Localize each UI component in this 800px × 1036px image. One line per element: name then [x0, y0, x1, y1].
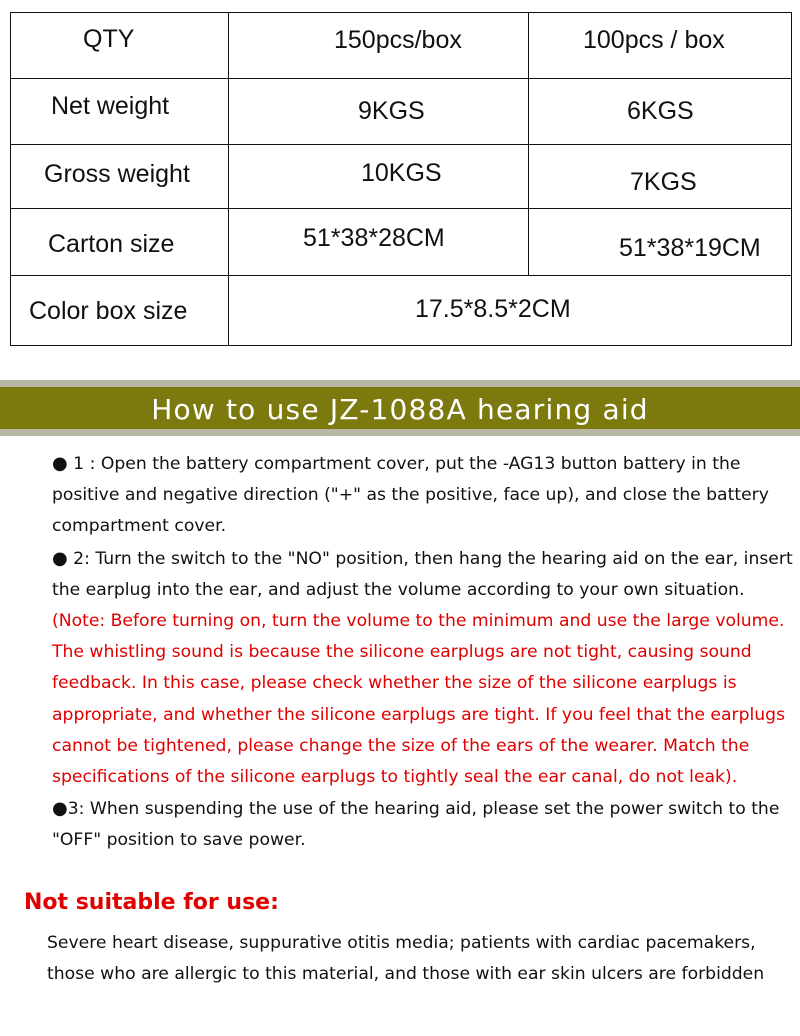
qty-100-cell [529, 13, 792, 79]
section-header [0, 380, 800, 436]
carton-size-100-cell [529, 209, 792, 276]
step-3-text: 3: When suspending the use of the hearing aid, please set the power switch to the "OFF" position to save power. [52, 799, 780, 851]
step-2 [10, 543, 794, 794]
net-weight-label: Net weight [51, 92, 170, 120]
gross-weight-150-cell [229, 145, 529, 209]
color-box-size-value-cell [229, 276, 792, 346]
qty-150-value: 150pcs/box [334, 26, 462, 54]
qty-label: QTY [83, 25, 135, 53]
gross-weight-150-value: 10KGS [361, 159, 442, 187]
warning-body [10, 928, 794, 990]
net-weight-label-cell [11, 79, 229, 145]
gross-weight-100-value: 7KGS [630, 168, 697, 196]
net-weight-150-cell [229, 79, 529, 145]
bullet-icon: ● [52, 547, 68, 569]
warning-heading: Not suitable for use: [24, 890, 279, 915]
carton-size-100-value: 51*38*19CM [619, 233, 761, 262]
carton-size-150-cell [229, 209, 529, 276]
warning-text: Severe heart disease, suppurative otitis media; patients with cardiac pacemakers, those who are allergic to this material, and those with ear skin ulcers are forbidden [47, 933, 765, 985]
table-row [11, 145, 792, 209]
gross-weight-label: Gross weight [44, 160, 190, 188]
step-1-text: 1 : Open the battery compartment cover, put the -AG13 button battery in the positive and negative direction ("+" as the positive, face up), and close the battery compartment cover. [52, 454, 769, 537]
step-3 [10, 793, 794, 856]
table-row [11, 209, 792, 276]
qty-150-cell [229, 13, 529, 79]
table-row [11, 276, 792, 346]
qty-label-cell [11, 13, 229, 79]
table-row [11, 79, 792, 145]
instructions [10, 448, 794, 857]
carton-size-label: Carton size [48, 229, 175, 258]
color-box-size-label-cell [11, 276, 229, 346]
bullet-icon: ● [52, 453, 68, 474]
spec-table [10, 12, 792, 346]
step-2-text: 2: Turn the switch to the "NO" position, then hang the hearing aid on the ear, insert the earplug into the ear, and adjust the volume according to your own situation. [52, 548, 793, 600]
net-weight-100-value: 6KGS [627, 97, 694, 125]
gross-weight-label-cell [11, 145, 229, 209]
net-weight-150-value: 9KGS [358, 97, 425, 125]
net-weight-100-cell [529, 79, 792, 145]
color-box-size-value: 17.5*8.5*2CM [415, 295, 571, 323]
step-1 [10, 448, 794, 543]
bullet-icon: ● [52, 798, 68, 820]
gross-weight-100-cell [529, 145, 792, 209]
qty-100-value: 100pcs / box [583, 26, 725, 54]
color-box-size-label: Color box size [29, 297, 188, 325]
table-row [11, 13, 792, 79]
carton-size-label-cell [11, 209, 229, 276]
step-2-note: (Note: Before turning on, turn the volume to the minimum and use the large volume. The whistling sound is because the silicone earplugs are not tight, causing sound feedback. In this case, please check whether the size of the silicone earplugs is appropriate, and whether the silicone earplugs are tight. If you feel that the earplugs cannot be tightened, please change the size of the ears of the wearer. Match the specifications of the silicone earplugs to tightly seal the ear canal, do not leak). [52, 611, 786, 788]
section-title: How to use JZ-1088A hearing aid [151, 393, 649, 426]
carton-size-150-value: 51*38*28CM [303, 223, 445, 252]
